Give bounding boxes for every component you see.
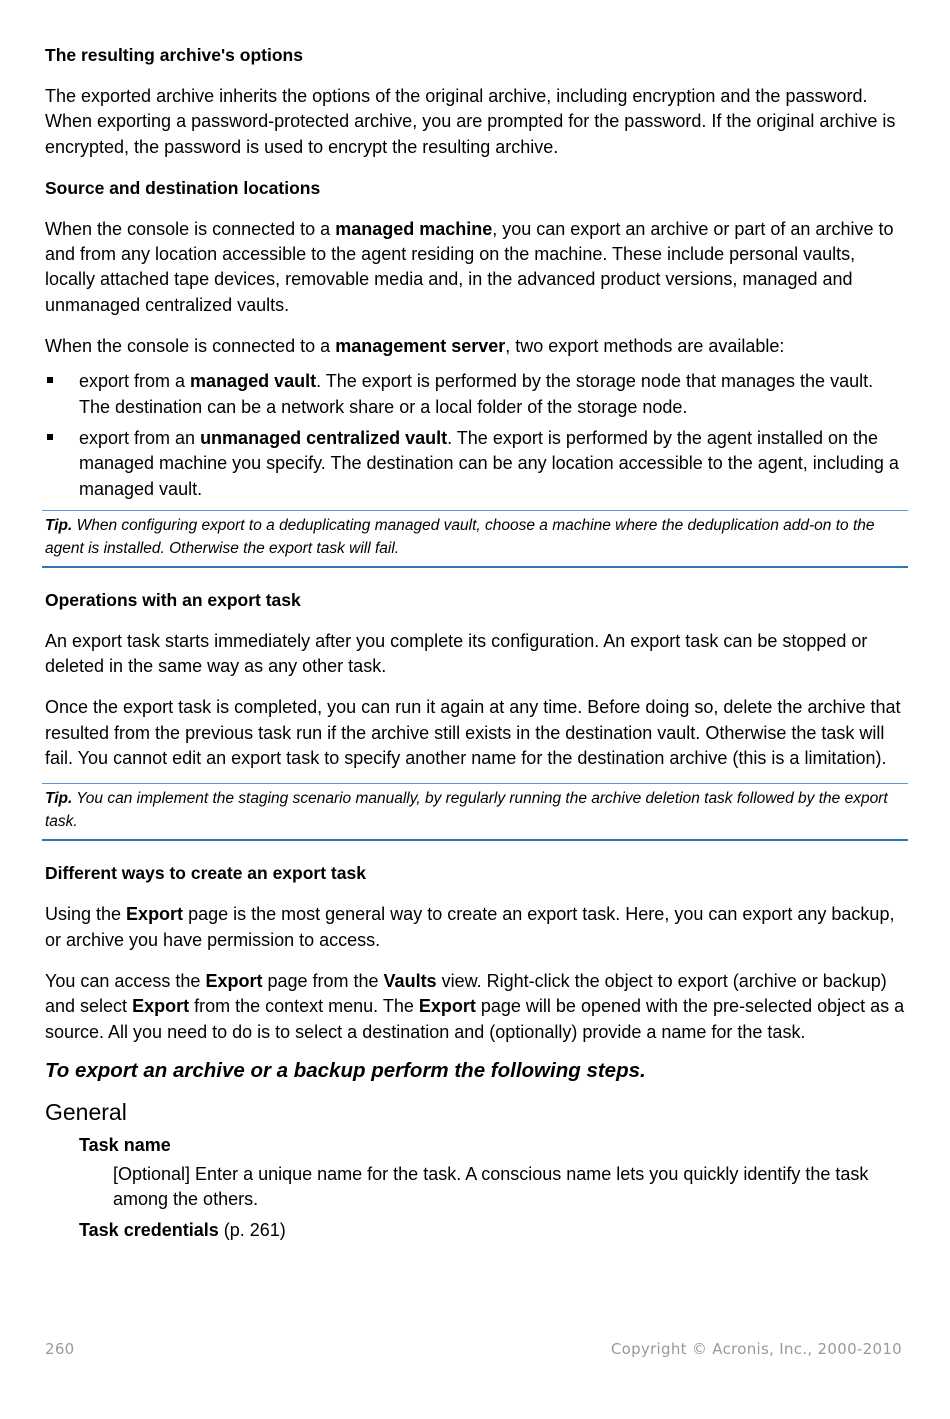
text-run: When the console is connected to a [45, 218, 336, 239]
bold-term: managed vault [190, 371, 317, 392]
document-page [45, 43, 905, 1243]
paragraph-archive-options: The exported archive inherits the options of the original archive, including encryption and the password. When exporting a password-protected archive, you are prompted for the password. If the original archive is encrypted, the password is used to encrypt the resulting archive. [45, 86, 896, 157]
text-run: When the console is connected to a [45, 336, 336, 357]
bold-term: Export [205, 970, 263, 991]
paragraph-management-server [45, 334, 905, 359]
list-item-managed-vault [45, 369, 905, 420]
text-run: page is the most general way to create an export task. Here, you can export any backup, or archive you have permission to access. [45, 904, 895, 950]
text-run: You can access the [45, 970, 206, 991]
text-run: page will be opened with the pre-selected object as a source. All you need to do is to select a destination and (optionally) provide a name for the task. [45, 996, 905, 1042]
text-run: . The export is performed by the agent installed on the managed machine you specify. The destination can be any location accessible to the agent, including a managed vault. [79, 427, 899, 499]
text-run: view. Right-click the object to export (archive or backup) and select [45, 970, 887, 1017]
heading-general: General [45, 1098, 127, 1125]
text-run: , you can export an archive or part of an archive to and from any location accessible to the agent residing on the machine. These include personal vaults, locally attached tape devices, removable media and, in the advanced product versions, managed and unmanaged centralized vaults. [45, 218, 894, 315]
heading-operations: Operations with an export task [45, 589, 301, 610]
tip-label: Tip. [45, 790, 73, 808]
text-run: export from a [79, 371, 191, 392]
tip-box-staging [42, 783, 908, 841]
page-footer [45, 1340, 902, 1358]
bold-term: Vaults [383, 970, 437, 991]
heading-locations: Source and destination locations [45, 177, 321, 198]
paragraph-ways-2 [45, 969, 905, 1045]
paragraph-managed-machine [45, 217, 905, 318]
text-run: , two export methods are available: [505, 336, 785, 357]
list-item-unmanaged-vault [45, 426, 905, 502]
task-name-label: Task name [79, 1134, 171, 1155]
bold-term: unmanaged centralized vault [200, 427, 448, 448]
bullet-square-icon [47, 434, 53, 440]
text-run: Using the [45, 904, 127, 925]
tip-text: When configuring export to a deduplicating managed vault, choose a machine where the deduplication add-on to the agent is installed. Otherwise the export task will fail. [45, 516, 875, 557]
task-credentials-label: Task credentials [79, 1219, 219, 1240]
page-reference-link[interactable]: (p. 261) [218, 1219, 286, 1240]
heading-ways: Different ways to create an export task [45, 863, 366, 884]
bold-term: Export [126, 904, 184, 925]
bold-term: Export [132, 996, 190, 1017]
bold-term: Export [418, 996, 476, 1017]
text-run: page from the [262, 970, 384, 991]
paragraph-operations-2: Once the export task is completed, you can run it again at any time. Before doing so, delete the archive that resulted from the previous task run if the archive still exists in the destination vault. Otherwise the task will fail. You cannot edit an export task to specify another name for the destination archive (this is a limitation). [45, 697, 901, 769]
text-run: from the context menu. The [189, 996, 419, 1017]
page-number: 260 [45, 1340, 75, 1358]
bold-term: management server [335, 336, 506, 357]
paragraph-operations-1: An export task starts immediately after you complete its configuration. An export task can be stopped or deleted in the same way as any other task. [45, 630, 868, 677]
paragraph-ways-1 [45, 902, 905, 953]
copyright-notice: Copyright © Acronis, Inc., 2000-2010 [610, 1340, 902, 1358]
tip-box-deduplication [42, 510, 908, 568]
bold-term: managed machine [335, 218, 493, 239]
tip-label: Tip. [45, 516, 73, 534]
export-methods-list [45, 369, 905, 501]
tip-text: You can implement the staging scenario manually, by regularly running the archive deletion task followed by the export task. [45, 790, 888, 831]
text-run: . The export is performed by the storage node that manages the vault. The destination can be a network share or a local folder of the storage node. [79, 371, 874, 417]
bullet-square-icon [47, 377, 53, 383]
task-credentials-entry [79, 1218, 905, 1243]
task-name-description: [Optional] Enter a unique name for the task. A conscious name lets you quickly identify the task among the others. [113, 1164, 869, 1210]
heading-archive-options: The resulting archive's options [45, 45, 303, 65]
procedure-title: To export an archive or a backup perform the following steps. [45, 1058, 646, 1082]
text-run: export from an [79, 427, 201, 448]
